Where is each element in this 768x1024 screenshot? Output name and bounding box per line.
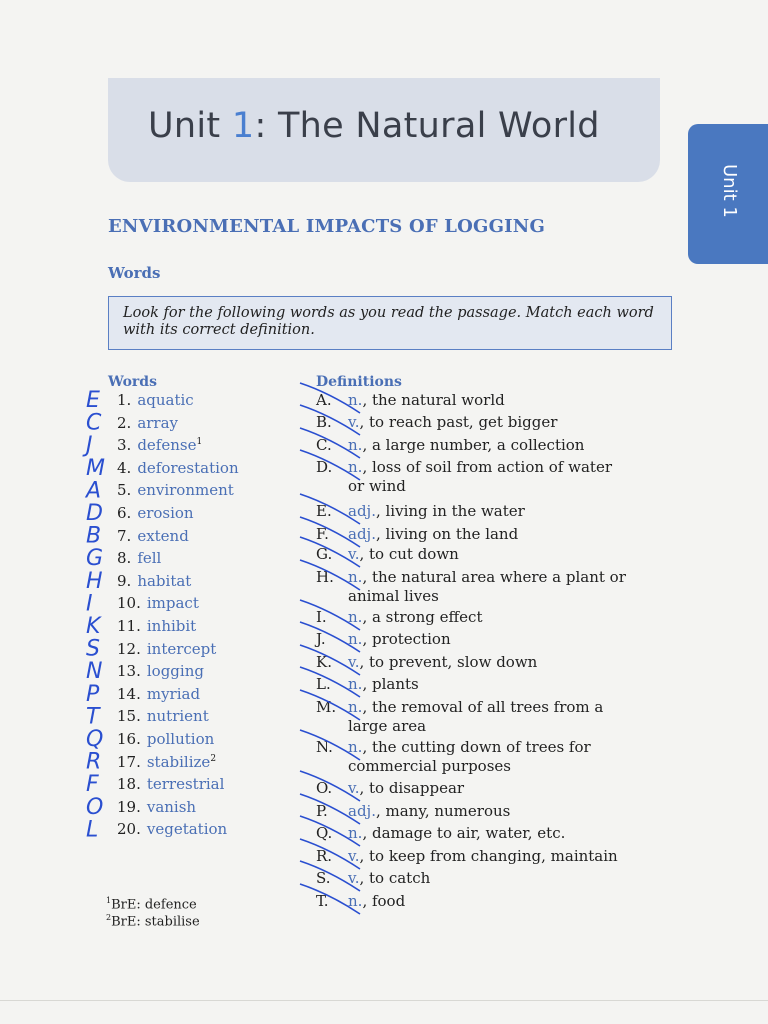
part-of-speech: n.: [348, 698, 363, 716]
definition-text: , to prevent, slow down: [359, 653, 538, 671]
part-of-speech: n.: [348, 824, 363, 842]
definition-text: , the natural world: [362, 391, 505, 409]
handwritten-slash-mark: [300, 517, 360, 547]
part-of-speech: adj.: [348, 525, 376, 543]
word-term: vanish: [146, 797, 197, 816]
part-of-speech: n.: [348, 630, 363, 648]
word-number: 16.: [117, 730, 141, 748]
definition-text-continued: large area: [348, 717, 427, 735]
word-term: erosion: [137, 504, 194, 522]
word-term: fell: [137, 549, 162, 568]
word-number: 14.: [117, 684, 141, 703]
definition-text: , to keep from changing, maintain: [359, 847, 618, 865]
part-of-speech: n.: [348, 391, 363, 409]
definition-text: , the cutting down of trees for: [362, 738, 591, 756]
handwritten-answer: J: [86, 433, 93, 459]
instructions-box: Look for the following words as you read the passage. Match each word with its correct definition.: [108, 296, 672, 350]
definition-text-continued: animal lives: [348, 587, 439, 605]
definition-text: , a strong effect: [362, 608, 483, 626]
definition-letter: I.: [316, 608, 327, 626]
page-title: Unit 1: The Natural World: [148, 106, 600, 146]
word-number: 1.: [117, 391, 132, 409]
definition-letter: F.: [316, 525, 329, 543]
word-term: habitat: [137, 571, 192, 590]
definition-letter: D.: [316, 458, 333, 476]
word-term: extend: [137, 526, 189, 545]
handwritten-answer: Q: [86, 727, 104, 752]
word-term: myriad: [146, 684, 201, 703]
definition-text: , to disappear: [359, 779, 465, 797]
word-number: 8.: [117, 549, 132, 568]
part-of-speech: v.: [348, 847, 360, 865]
definition-text: , the natural area where a plant or: [362, 568, 626, 586]
word-number: 2.: [117, 413, 132, 432]
handwritten-slash-mark: [300, 450, 363, 480]
word-number: 5.: [117, 481, 132, 500]
page-edge-line: [0, 1000, 768, 1001]
word-term: vegetation: [146, 820, 228, 839]
handwritten-answer: R: [86, 749, 102, 775]
word-term: terrestrial: [146, 775, 225, 794]
handwritten-answer: H: [86, 568, 103, 594]
definition-text: , many, numerous: [375, 802, 511, 820]
definition-letter: B.: [316, 413, 332, 431]
handwritten-answer: G: [86, 546, 104, 572]
word-term: intercept: [146, 639, 217, 658]
handwritten-answer: S: [86, 636, 100, 662]
definition-letter: M.: [316, 698, 337, 716]
word-term: stabilize: [146, 752, 211, 771]
definition-text: , loss of soil from action of water: [362, 458, 612, 476]
footnote-2: $^2$BrE: stabilise: [106, 913, 200, 930]
word-term: logging: [146, 662, 204, 681]
definition-text: , food: [362, 892, 406, 910]
word-term: impact: [146, 594, 199, 613]
handwritten-answer: N: [86, 659, 103, 685]
part-of-speech: n.: [348, 458, 363, 476]
definition-letter: N.: [316, 738, 333, 756]
part-of-speech: adj.: [348, 502, 376, 520]
handwritten-slash-mark: [300, 884, 363, 914]
word-term: array: [137, 413, 179, 432]
handwritten-answer: D: [86, 501, 103, 526]
definition-text: , the removal of all trees from a: [362, 698, 604, 716]
word-number: 3.: [117, 436, 132, 455]
handwritten-answer: C: [86, 410, 102, 436]
definition-letter: R.: [316, 847, 333, 865]
definition-letter: C.: [316, 436, 332, 454]
definition-text: , damage to air, water, etc.: [362, 824, 566, 842]
definition-letter: J.: [316, 630, 326, 648]
part-of-speech: v.: [348, 653, 360, 671]
handwritten-answer: F: [86, 772, 99, 798]
definition-text: , to catch: [359, 869, 431, 887]
handwritten-slash-mark: [300, 690, 363, 720]
word-number: 7.: [117, 526, 132, 545]
words-column-heading: Words: [108, 374, 157, 390]
part-of-speech: n.: [348, 738, 363, 756]
word-term: inhibit: [146, 617, 197, 635]
word-term: pollution: [146, 730, 215, 748]
definition-text: , to cut down: [359, 545, 459, 563]
handwritten-answer: P: [86, 681, 100, 707]
handwritten-answer: O: [86, 794, 104, 820]
handwritten-answer: I: [86, 591, 93, 617]
word-number: 11.: [117, 617, 141, 635]
part-of-speech: v.: [348, 545, 360, 563]
definition-letter: P.: [316, 802, 328, 820]
definition-text-continued: commercial purposes: [348, 757, 511, 775]
handwritten-answer: T: [86, 704, 100, 730]
handwritten-answer: K: [86, 614, 101, 639]
word-number: 12.: [117, 639, 141, 658]
part-of-speech: v.: [348, 779, 360, 797]
handwritten-slash-mark: [300, 560, 363, 590]
word-number: 6.: [117, 504, 132, 522]
definition-text: , living in the water: [375, 502, 525, 520]
word-term: defense: [137, 436, 197, 455]
definitions-column-heading: Definitions: [316, 374, 402, 390]
section-title: ENVIRONMENTAL IMPACTS OF LOGGING: [108, 216, 546, 237]
part-of-speech: v.: [348, 413, 360, 431]
word-number: 10.: [117, 594, 141, 613]
part-of-speech: n.: [348, 568, 363, 586]
definition-text: , living on the land: [375, 525, 519, 543]
handwritten-answer: L: [86, 817, 99, 843]
definition-letter: H.: [316, 568, 334, 586]
part-of-speech: n.: [348, 892, 363, 910]
definition-text: , plants: [362, 675, 419, 693]
word-term: environment: [137, 481, 234, 500]
definition-letter: G.: [316, 545, 333, 563]
definition-letter: A.: [316, 391, 332, 409]
words-heading: Words: [108, 264, 161, 282]
handwritten-answer: A: [86, 478, 102, 504]
handwritten-slash-mark: [300, 730, 363, 760]
word-number: 19.: [117, 797, 141, 816]
word-number: 13.: [117, 662, 141, 681]
footnote-1: $^1$BrE: defence: [106, 896, 197, 913]
handwritten-answer: B: [86, 523, 102, 549]
part-of-speech: n.: [348, 608, 363, 626]
handwritten-answer: M: [86, 455, 105, 481]
definition-letter: T.: [316, 892, 329, 910]
word-footnote-marker: 2: [210, 753, 217, 764]
part-of-speech: n.: [348, 436, 363, 454]
definition-letter: E.: [316, 502, 332, 520]
definition-letter: K.: [316, 653, 332, 671]
word-number: 18.: [117, 775, 141, 794]
word-term: nutrient: [146, 707, 209, 726]
word-number: 17.: [117, 752, 141, 771]
word-number: 9.: [117, 571, 132, 590]
part-of-speech: n.: [348, 675, 363, 693]
word-number: 20.: [117, 820, 141, 839]
definition-letter: L.: [316, 675, 331, 693]
side-tab-label: Unit 1: [719, 164, 740, 218]
definition-text: , a large number, a collection: [362, 436, 585, 454]
definition-letter: Q.: [316, 824, 333, 842]
definition-text: , protection: [362, 630, 451, 648]
definition-letter: S.: [316, 869, 331, 887]
word-term: aquatic: [137, 391, 194, 409]
word-number: 15.: [117, 707, 141, 726]
part-of-speech: v.: [348, 869, 360, 887]
word-number: 4.: [117, 458, 132, 477]
definition-text-continued: or wind: [348, 477, 406, 495]
word-footnote-marker: 1: [196, 437, 203, 448]
handwritten-answer: E: [86, 388, 100, 413]
part-of-speech: adj.: [348, 802, 376, 820]
definition-text: , to reach past, get bigger: [359, 413, 558, 431]
word-term: deforestation: [137, 458, 239, 477]
definition-letter: O.: [316, 779, 333, 797]
